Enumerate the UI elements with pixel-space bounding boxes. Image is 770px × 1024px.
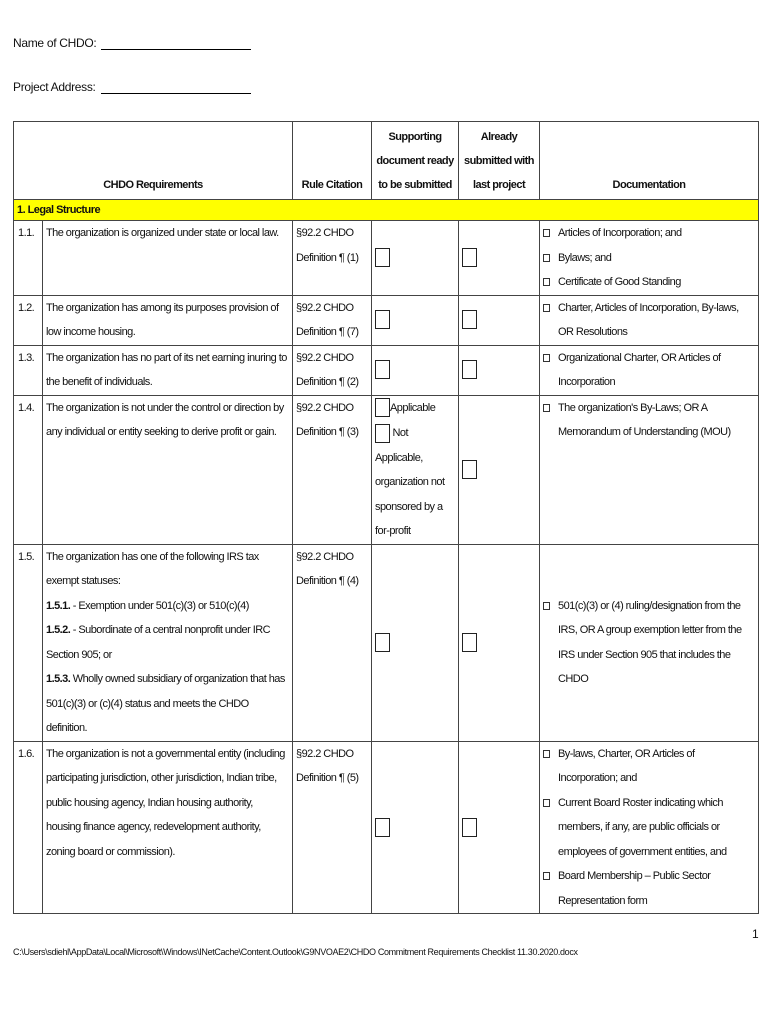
bullet-box-icon bbox=[543, 404, 550, 412]
row-number: 1.6. bbox=[14, 741, 43, 914]
supporting-checkbox[interactable] bbox=[375, 818, 390, 837]
rule-citation: §92.2 CHDO Definition ¶ (1) bbox=[293, 221, 372, 296]
table-row bbox=[14, 544, 759, 741]
already-cell bbox=[459, 395, 540, 544]
project-address-label: Project Address: bbox=[13, 80, 96, 94]
name-of-chdo-label: Name of CHDO: bbox=[13, 36, 97, 50]
list-item: Current Board Roster indicating which members, if any, are public officials or employees of government entities, and bbox=[543, 791, 755, 865]
col-header-supporting: Supporting document ready to be submitted bbox=[372, 122, 459, 200]
row-number: 1.3. bbox=[14, 345, 43, 395]
col-header-requirements: CHDO Requirements bbox=[14, 122, 293, 200]
table-row bbox=[14, 741, 759, 914]
list-item: Bylaws; and bbox=[543, 246, 755, 271]
bullet-box-icon bbox=[543, 278, 550, 286]
supporting-checkbox[interactable] bbox=[375, 633, 390, 652]
documentation-cell bbox=[540, 741, 759, 914]
list-item: Board Membership – Public Sector Representation form bbox=[543, 864, 755, 913]
documentation-cell bbox=[540, 221, 759, 296]
already-cell bbox=[459, 295, 540, 345]
row-number: 1.2. bbox=[14, 295, 43, 345]
not-applicable-label: Not Applicable, organization not sponsored by a for-profit bbox=[375, 427, 445, 537]
file-path: C:\Users\sdiehl\AppData\Local\Microsoft\Windows\INetCache\Content.Outlook\G9NVOAE2\CHDO Commitment Requirements Checklist 11.30.2020.docx bbox=[13, 947, 578, 957]
row-number: 1.4. bbox=[14, 395, 43, 544]
already-checkbox[interactable] bbox=[462, 360, 477, 379]
bullet-box-icon bbox=[543, 750, 550, 758]
rule-citation: §92.2 CHDO Definition ¶ (2) bbox=[293, 345, 372, 395]
applicable-option bbox=[375, 396, 455, 421]
name-of-chdo-field[interactable] bbox=[101, 36, 251, 50]
applicable-checkbox[interactable] bbox=[375, 398, 390, 417]
applicable-label: Applicable bbox=[390, 401, 436, 414]
sub-requirement: 1.5.3. Wholly owned subsidiary of organization that has 501(c)(3) or (c)(4) status and meets the CHDO definition. bbox=[46, 673, 285, 734]
table-header-row bbox=[14, 122, 759, 200]
row-number: 1.1. bbox=[14, 221, 43, 296]
supporting-cell bbox=[372, 544, 459, 741]
supporting-checkbox[interactable] bbox=[375, 310, 390, 329]
page-number: 1 bbox=[752, 927, 759, 941]
already-checkbox[interactable] bbox=[462, 818, 477, 837]
supporting-cell bbox=[372, 345, 459, 395]
project-address-field[interactable] bbox=[101, 80, 251, 94]
supporting-cell bbox=[372, 395, 459, 544]
bullet-box-icon bbox=[543, 254, 550, 262]
not-applicable-checkbox[interactable] bbox=[375, 424, 390, 443]
sub-requirement: 1.5.1. - Exemption under 501(c)(3) or 510(c)(4) bbox=[46, 599, 249, 612]
already-checkbox[interactable] bbox=[462, 310, 477, 329]
rule-citation: §92.2 CHDO Definition ¶ (4) bbox=[293, 544, 372, 741]
documentation-cell bbox=[540, 345, 759, 395]
chdo-requirements-table bbox=[13, 121, 759, 914]
project-address-line bbox=[13, 80, 251, 94]
supporting-cell bbox=[372, 741, 459, 914]
requirement-text: The organization has among its purposes provision of low income housing. bbox=[43, 295, 293, 345]
table-row bbox=[14, 345, 759, 395]
requirement-text: The organization has no part of its net earning inuring to the benefit of individuals. bbox=[43, 345, 293, 395]
requirement-text: The organization is not a governmental entity (including participating jurisdiction, other jurisdiction, Indian tribe, public housing agency, Indian housing authority, housing finance agency, redevelopment authority, zoning board or commission). bbox=[43, 741, 293, 914]
row-number: 1.5. bbox=[14, 544, 43, 741]
supporting-checkbox[interactable] bbox=[375, 248, 390, 267]
documentation-cell bbox=[540, 295, 759, 345]
name-of-chdo-line bbox=[13, 36, 251, 50]
list-item: Articles of Incorporation; and bbox=[543, 221, 755, 246]
list-item: Charter, Articles of Incorporation, By-laws, OR Resolutions bbox=[543, 296, 755, 345]
not-applicable-option bbox=[375, 421, 455, 544]
list-item: 501(c)(3) or (4) ruling/designation from the IRS, OR A group exemption letter from the IRS under Section 905 that includes the CHDO bbox=[543, 594, 755, 692]
already-cell bbox=[459, 544, 540, 741]
requirement-text: The organization is organized under state or local law. bbox=[43, 221, 293, 296]
sub-requirement: 1.5.2. - Subordinate of a central nonprofit under IRC Section 905; or bbox=[46, 624, 271, 661]
rule-citation: §92.2 CHDO Definition ¶ (7) bbox=[293, 295, 372, 345]
col-header-documentation: Documentation bbox=[540, 122, 759, 200]
table-row bbox=[14, 395, 759, 544]
supporting-checkbox[interactable] bbox=[375, 360, 390, 379]
rule-citation: §92.2 CHDO Definition ¶ (3) bbox=[293, 395, 372, 544]
bullet-box-icon bbox=[543, 304, 550, 312]
already-cell bbox=[459, 345, 540, 395]
requirement-text bbox=[43, 544, 293, 741]
requirement-intro: The organization has one of the following IRS tax exempt statuses: bbox=[46, 550, 259, 587]
already-checkbox[interactable] bbox=[462, 460, 477, 479]
table-row bbox=[14, 295, 759, 345]
bullet-box-icon bbox=[543, 602, 550, 610]
supporting-cell bbox=[372, 221, 459, 296]
bullet-box-icon bbox=[543, 229, 550, 237]
list-item: Certificate of Good Standing bbox=[543, 270, 755, 295]
requirement-text: The organization is not under the control or direction by any individual or entity seeking to derive profit or gain. bbox=[43, 395, 293, 544]
already-checkbox[interactable] bbox=[462, 633, 477, 652]
rule-citation: §92.2 CHDO Definition ¶ (5) bbox=[293, 741, 372, 914]
list-item: Organizational Charter, OR Articles of Incorporation bbox=[543, 346, 755, 395]
table-row bbox=[14, 221, 759, 296]
col-header-rule: Rule Citation bbox=[293, 122, 372, 200]
bullet-box-icon bbox=[543, 799, 550, 807]
section-title: 1. Legal Structure bbox=[14, 200, 759, 221]
bullet-box-icon bbox=[543, 354, 550, 362]
supporting-cell bbox=[372, 295, 459, 345]
section-row bbox=[14, 200, 759, 221]
col-header-already: Already submitted with last project bbox=[459, 122, 540, 200]
list-item: The organization's By-Laws; OR A Memorandum of Understanding (MOU) bbox=[543, 396, 755, 445]
already-cell bbox=[459, 741, 540, 914]
documentation-cell bbox=[540, 544, 759, 741]
already-checkbox[interactable] bbox=[462, 248, 477, 267]
documentation-cell bbox=[540, 395, 759, 544]
bullet-box-icon bbox=[543, 872, 550, 880]
list-item: By-laws, Charter, OR Articles of Incorporation; and bbox=[543, 742, 755, 791]
already-cell bbox=[459, 221, 540, 296]
